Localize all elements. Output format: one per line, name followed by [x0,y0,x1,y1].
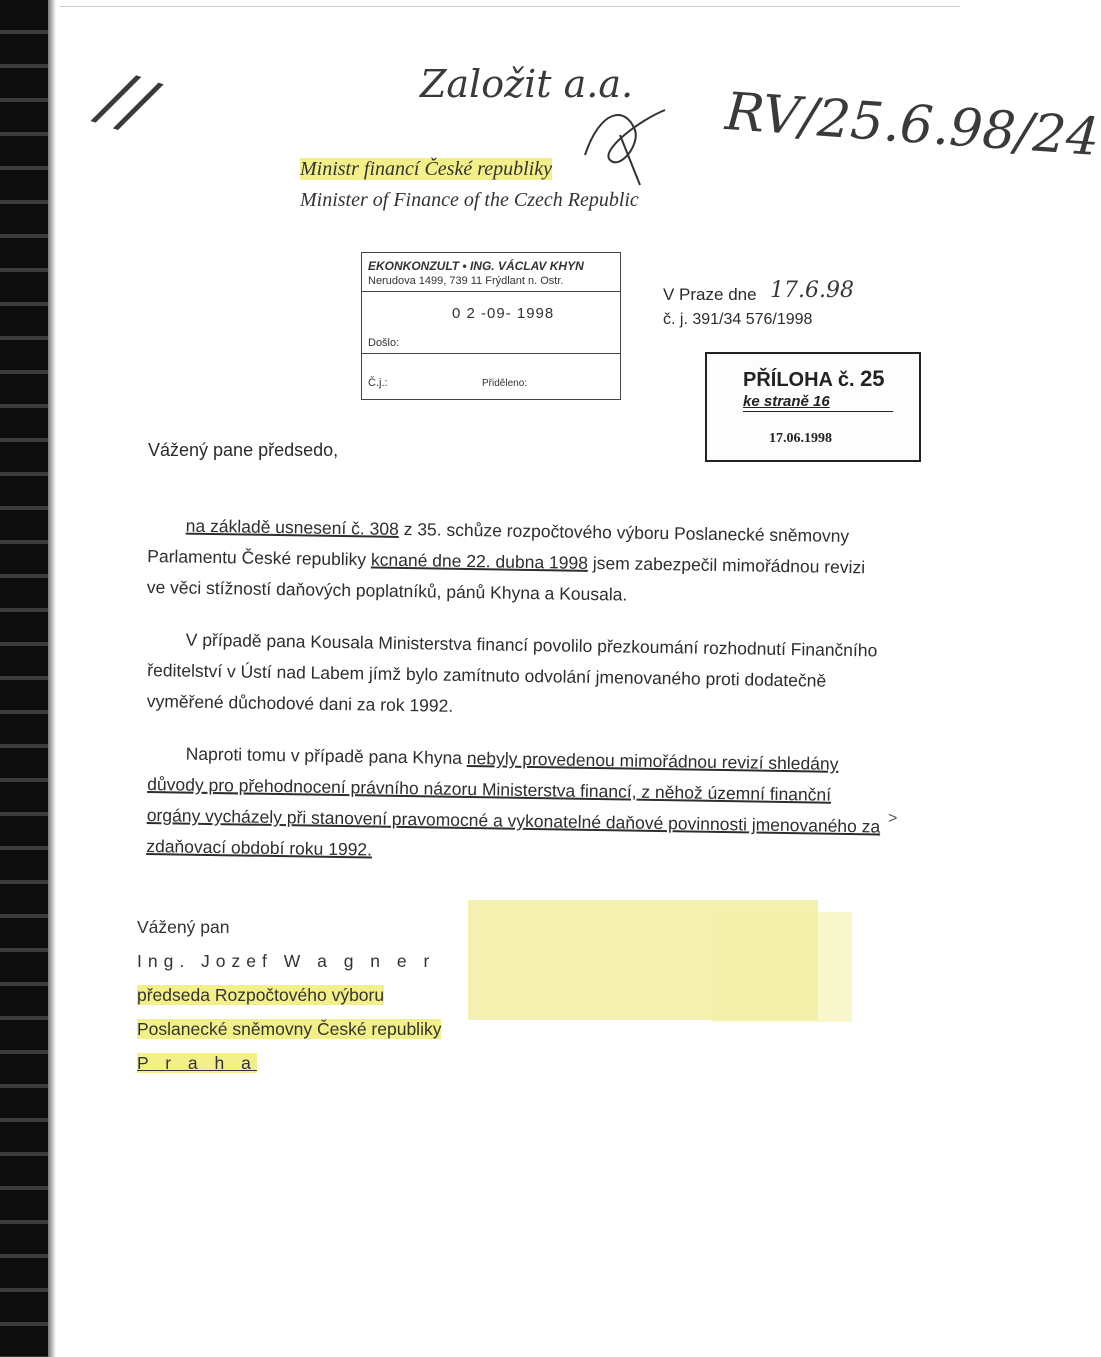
paragraph-text: z 35. schůze rozpočtového výboru Poslanecké sněmovny Parlamentu České republiky [147,518,850,570]
attachment-rule [743,411,893,412]
underlined-phrase: kcnané dne 22. dubna 1998 [370,549,589,573]
attachment-page-label: ke straně [743,393,809,410]
reference-number: č. j. 391/34 576/1998 [663,311,813,328]
attachment-label [743,366,885,392]
stamp-received-date: 0 2 -09- 1998 [452,305,555,322]
paragraph-text: Naproti tomu v případě pana Khyna [185,743,468,769]
stamp-ref-label: Č.j.: [368,377,388,389]
scan-binding-strip [0,0,48,1357]
letterhead-line-cz: Ministr financí České republiky [300,158,552,180]
addressee-name: Ing. Jozef W a g n e r [137,951,436,971]
attachment-page [743,393,830,410]
paragraph-1 [147,510,883,615]
handwritten-reference: RV/25.6.98/24 [723,82,1101,168]
handwritten-slashes-mark: // [92,54,163,148]
stamp-company: EKONKONZULT • ING. VÁCLAV KHYN [368,259,584,273]
paragraph-text: jsem zabezpečil mimořádnou revizi ve věci stížností daňových poplatníků, pánů Khyna a Kousala. [146,552,866,605]
addressee-block [137,910,441,1080]
paragraph-3 [146,738,883,874]
stamp-received-label: Došlo: [368,337,400,349]
letterhead-line-en: Minister of Finance of the Czech Republic [300,189,639,211]
attachment-date: 17.06.1998 [769,431,832,446]
underlined-phrase: na základě usnesení č. 308 [185,515,399,539]
salutation: Vážený pane předsedo, [148,440,339,460]
attachment-box [705,352,921,462]
addressee-greeting: Vážený pan [137,917,230,937]
letterhead [300,154,639,216]
attachment-number: 25 [860,366,885,391]
scan-binding-edge [48,0,56,1357]
handwritten-date: 17.6.98 [770,278,854,303]
stamp-assigned-label: Přiděleno: [482,378,528,389]
addressee-role: předseda Rozpočtového výboru [137,985,385,1005]
place-date [663,285,757,305]
place-date-label: V Praze dne [663,285,757,304]
stamp-address: Nerudova 1499, 739 11 Frýdlant n. Ostr. [368,275,564,287]
attachment-label-text: PŘÍLOHA č. [743,369,855,391]
attachment-page-number: 16 [813,393,830,410]
addressee-city: P r a h a [137,1053,257,1073]
stamp-divider [362,291,620,292]
underlined-phrase: nebyly provedenou mimořádnou revizí shledány důvody pro přehodnocení právního názoru Ministerstva financí, z něhož územní finanční orgány vycházely při stanovení pravomocné a vykonatelné daňové povinnosti jmenovaného za zdaňovací období roku 1992. [146,748,881,860]
stamp-divider [362,353,620,354]
addressee-org: Poslanecké sněmovny České republiky [137,1019,442,1039]
margin-arrow-icon: > [888,810,898,827]
highlight-patch [712,912,852,1022]
received-stamp [361,252,621,400]
paragraph-text: V případě pana Kousala Ministerstva financí povolilo přezkoumání rozhodnutí Finančního ředitelství v Ústí nad Labem jímž bylo zamítnuto odvolání jmenovaného proti dodatečně vyměřené důchodové dani za rok 1992. [146,629,878,716]
paragraph-2 [147,624,883,729]
scan-top-edge [60,6,960,7]
handwritten-note: Založit a.a. [420,62,634,106]
